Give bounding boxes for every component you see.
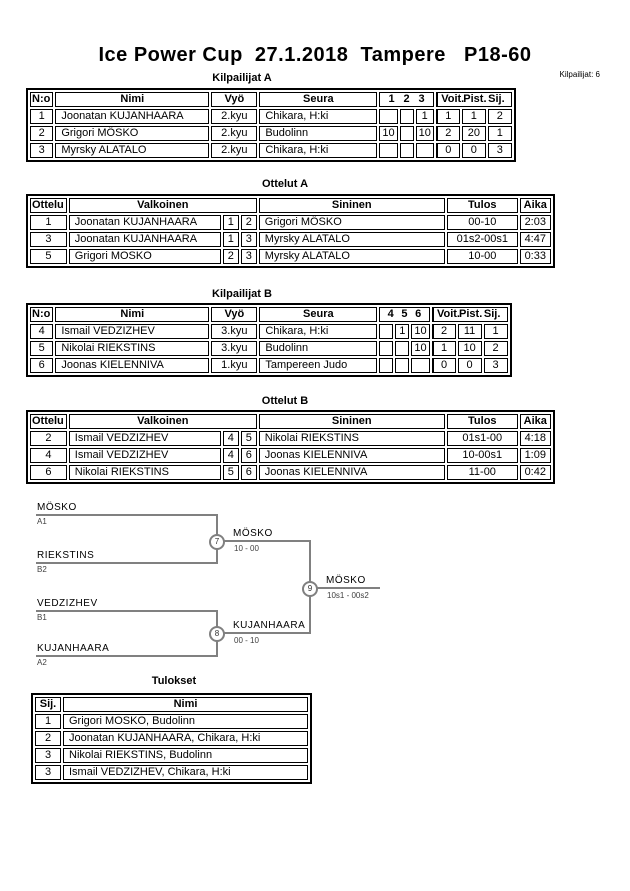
- bracket-slot-seed: A1: [37, 517, 47, 526]
- cell-ottelu: 2: [30, 431, 67, 446]
- col-header-aika: Aika: [520, 414, 551, 429]
- col-header-results-group: [436, 92, 512, 107]
- match-number-circle: 7: [209, 534, 225, 550]
- col-header-sininen: Sininen: [259, 198, 445, 213]
- col-header-tulos: Tulos: [447, 198, 518, 213]
- cell-tulos: 10-00: [447, 249, 518, 264]
- bracket-slot-name: KUJANHAARA: [37, 643, 110, 654]
- cell-m2: 1: [395, 324, 409, 339]
- cell-vyo: 2.kyu: [211, 126, 257, 141]
- col-header-valkoinen: Valkoinen: [69, 198, 257, 213]
- match-col-4: 4: [387, 308, 394, 320]
- cell-aika: 2:03: [520, 215, 551, 230]
- cell-white-no: 4: [223, 448, 239, 463]
- table-row: [35, 748, 308, 763]
- cell-no: 4: [30, 324, 53, 339]
- cell-nimi: Joonatan KUJANHAARA: [55, 109, 209, 124]
- cell-white-no: 5: [223, 465, 239, 480]
- header-row: [30, 198, 551, 213]
- cell-nimi: Ismail VEDZIZHEV: [55, 324, 209, 339]
- col-header-pist: Pist.: [459, 308, 483, 320]
- section-title-tulokset: Tulokset: [151, 675, 197, 687]
- header-row: [30, 414, 551, 429]
- cell-sininen: Joonas KIELENNIVA: [259, 448, 445, 463]
- match-col-2: 2: [403, 93, 410, 105]
- cell-nimi: Ismail VEDZIZHEV, Chikara, H:ki: [63, 765, 308, 780]
- cell-white-no: 1: [223, 232, 239, 247]
- cell-valkoinen: Joonatan KUJANHAARA: [69, 215, 221, 230]
- bracket-line: [36, 655, 218, 657]
- bracket-score: 10 - 00: [234, 544, 259, 553]
- table-row: [30, 431, 551, 446]
- bracket-winner-name: MÖSKO: [326, 575, 366, 586]
- cell-white-no: 4: [223, 431, 239, 446]
- table-row: [30, 341, 508, 356]
- col-header-results-group: [432, 307, 508, 322]
- cell-valkoinen: Ismail VEDZIZHEV: [69, 448, 221, 463]
- cell-m1: [379, 143, 397, 158]
- cell-vyo: 1.kyu: [211, 358, 257, 373]
- match-number-circle: 8: [209, 626, 225, 642]
- cell-pist: 1: [462, 109, 486, 124]
- cell-pist: 0: [462, 143, 486, 158]
- cell-voit: 1: [432, 341, 456, 356]
- cell-m1: 10: [379, 126, 397, 141]
- cell-seura: Chikara, H:ki: [259, 143, 377, 158]
- cell-white-no: 1: [223, 215, 239, 230]
- cell-blue-no: 6: [241, 465, 257, 480]
- cell-no: 6: [30, 358, 53, 373]
- cell-aika: 0:33: [520, 249, 551, 264]
- cell-ottelu: 3: [30, 232, 67, 247]
- cell-pist: 11: [458, 324, 482, 339]
- cell-sij: 2: [488, 109, 512, 124]
- table-row: [30, 249, 551, 264]
- cell-valkoinen: Joonatan KUJANHAARA: [69, 232, 221, 247]
- cell-white-no: 2: [223, 249, 239, 264]
- cell-m3: [416, 143, 434, 158]
- col-header-sij: Sij.: [488, 93, 505, 105]
- cell-blue-no: 5: [241, 431, 257, 446]
- table-row: [30, 109, 512, 124]
- cell-m3: 10: [411, 324, 429, 339]
- cell-sij: 2: [484, 341, 508, 356]
- cell-m1: [379, 358, 393, 373]
- col-header-tulos: Tulos: [447, 414, 518, 429]
- cell-blue-no: 6: [241, 448, 257, 463]
- col-header-seura: Seura: [259, 307, 377, 322]
- cell-seura: Budolinn: [259, 341, 377, 356]
- cell-ottelu: 6: [30, 465, 67, 480]
- bracket-line: [36, 562, 218, 564]
- table-row: [30, 232, 551, 247]
- bracket-line: [36, 610, 218, 612]
- section-title-kilpailijat-a: Kilpailijat A: [212, 72, 272, 84]
- col-header-valkoinen: Valkoinen: [69, 414, 257, 429]
- cell-m1: [379, 341, 393, 356]
- cell-sininen: Myrsky ALATALO: [259, 232, 445, 247]
- table-row: [35, 765, 308, 780]
- cell-blue-no: 3: [241, 249, 257, 264]
- bracket-line: [36, 514, 218, 516]
- cell-seura: Chikara, H:ki: [259, 109, 377, 124]
- col-header-voit: Voit.: [436, 308, 460, 320]
- cell-tulos: 11-00: [447, 465, 518, 480]
- cell-valkoinen: Nikolai RIEKSTINS: [69, 465, 221, 480]
- bracket-slot-name: VEDZIZHEV: [37, 598, 98, 609]
- table-row: [30, 324, 508, 339]
- kilpailijat-a-table: [26, 88, 516, 162]
- col-header-nimi: Nimi: [55, 92, 209, 107]
- cell-m2: [400, 143, 414, 158]
- cell-tulos: 01s1-00: [447, 431, 518, 446]
- cell-m2: [400, 126, 414, 141]
- col-header-aika: Aika: [520, 198, 551, 213]
- cell-tulos: 10-00s1: [447, 448, 518, 463]
- bracket-slot-seed: A2: [37, 658, 47, 667]
- cell-nimi: Nikolai RIEKSTINS: [55, 341, 209, 356]
- cell-sij: 3: [35, 765, 61, 780]
- col-header-sininen: Sininen: [259, 414, 445, 429]
- cell-m3: [411, 358, 429, 373]
- competitors-count: Kilpailijat: 6: [559, 70, 600, 79]
- cell-nimi: Joonatan KUJANHAARA, Chikara, H:ki: [63, 731, 308, 746]
- col-header-seura: Seura: [259, 92, 377, 107]
- cell-sij: 3: [35, 748, 61, 763]
- cell-voit: 2: [436, 126, 460, 141]
- cell-m1: [379, 109, 397, 124]
- bracket-slot-name: MÖSKO: [37, 502, 77, 513]
- table-row: [30, 448, 551, 463]
- cell-ottelu: 1: [30, 215, 67, 230]
- cell-vyo: 3.kyu: [211, 324, 257, 339]
- cell-sij: 1: [488, 126, 512, 141]
- cell-sij: 3: [488, 143, 512, 158]
- cell-aika: 4:18: [520, 431, 551, 446]
- cell-m2: [395, 341, 409, 356]
- cell-nimi: Nikolai RIEKSTINS, Budolinn: [63, 748, 308, 763]
- cell-no: 5: [30, 341, 53, 356]
- cell-pist: 10: [458, 341, 482, 356]
- cell-no: 1: [30, 109, 53, 124]
- match-number-circle: 9: [302, 581, 318, 597]
- cell-nimi: Myrsky ALATALO: [55, 143, 209, 158]
- cell-m3: 10: [411, 341, 429, 356]
- table-row: [35, 731, 308, 746]
- cell-sininen: Myrsky ALATALO: [259, 249, 445, 264]
- section-title-ottelut-a: Ottelut A: [261, 178, 309, 190]
- cell-voit: 0: [432, 358, 456, 373]
- col-header-ottelu: Ottelu: [30, 198, 67, 213]
- kilpailijat-b-table: [26, 303, 512, 377]
- cell-no: 2: [30, 126, 53, 141]
- cell-tulos: 01s2-00s1: [447, 232, 518, 247]
- col-header-no: N:o: [30, 92, 53, 107]
- cell-sininen: Nikolai RIEKSTINS: [259, 431, 445, 446]
- cell-aika: 4:47: [520, 232, 551, 247]
- bracket-slot-name: RIEKSTINS: [37, 550, 95, 561]
- cell-seura: Budolinn: [259, 126, 377, 141]
- match-col-6: 6: [415, 308, 422, 320]
- match-col-1: 1: [388, 93, 395, 105]
- section-title-kilpailijat-b: Kilpailijat B: [212, 288, 272, 300]
- cell-sininen: Grigori MÖSKO: [259, 215, 445, 230]
- table-row: [35, 714, 308, 729]
- cell-blue-no: 2: [241, 215, 257, 230]
- cell-nimi: Joonas KIELENNIVA: [55, 358, 209, 373]
- col-header-matches: [379, 307, 429, 322]
- header-row: [30, 307, 508, 322]
- bracket-winner-name: MÖSKO: [233, 528, 273, 539]
- cell-m3: 10: [416, 126, 434, 141]
- cell-m2: [400, 109, 414, 124]
- col-header-vyo: Vyö: [211, 92, 257, 107]
- col-header-sij: Sij.: [35, 697, 61, 712]
- col-header-pist: Pist.: [463, 93, 487, 105]
- col-header-matches: [379, 92, 434, 107]
- ottelut-a-table: [26, 194, 555, 268]
- col-header-voit: Voit.: [441, 93, 465, 105]
- cell-tulos: 00-10: [447, 215, 518, 230]
- ottelut-b-table: [26, 410, 555, 484]
- cell-voit: 0: [436, 143, 460, 158]
- table-row: [30, 465, 551, 480]
- cell-vyo: 2.kyu: [211, 109, 257, 124]
- cell-sij: 1: [35, 714, 61, 729]
- col-header-ottelu: Ottelu: [30, 414, 67, 429]
- cell-m3: 1: [416, 109, 434, 124]
- cell-ottelu: 5: [30, 249, 67, 264]
- match-col-5: 5: [401, 308, 408, 320]
- cell-aika: 1:09: [520, 448, 551, 463]
- cell-seura: Tampereen Judo: [259, 358, 377, 373]
- cell-aika: 0:42: [520, 465, 551, 480]
- bracket-winner-line: [224, 632, 311, 634]
- bracket-slot-seed: B1: [37, 613, 47, 622]
- cell-vyo: 3.kyu: [211, 341, 257, 356]
- col-header-sij: Sij.: [483, 308, 501, 320]
- bracket-slot-seed: B2: [37, 565, 47, 574]
- header-row: [35, 697, 308, 712]
- tulokset-table: [31, 693, 312, 784]
- cell-vyo: 2.kyu: [211, 143, 257, 158]
- cell-m1: [379, 324, 393, 339]
- cell-sij: 1: [484, 324, 508, 339]
- cell-m2: [395, 358, 409, 373]
- col-header-nimi: Nimi: [55, 307, 209, 322]
- col-header-nimi: Nimi: [63, 697, 308, 712]
- cell-voit: 1: [436, 109, 460, 124]
- cell-no: 3: [30, 143, 53, 158]
- col-header-vyo: Vyö: [211, 307, 257, 322]
- bracket-final-line: [317, 587, 380, 589]
- cell-sij: 3: [484, 358, 508, 373]
- cell-voit: 2: [432, 324, 456, 339]
- cell-ottelu: 4: [30, 448, 67, 463]
- cell-pist: 20: [462, 126, 486, 141]
- cell-valkoinen: Ismail VEDZIZHEV: [69, 431, 221, 446]
- cell-nimi: Grigori MÖSKO: [55, 126, 209, 141]
- table-row: [30, 358, 508, 373]
- table-row: [30, 126, 512, 141]
- cell-seura: Chikara, H:ki: [259, 324, 377, 339]
- cell-valkoinen: Grigori MOSKO: [69, 249, 221, 264]
- section-title-ottelut-b: Ottelut B: [261, 395, 309, 407]
- cell-blue-no: 3: [241, 232, 257, 247]
- page-title: Ice Power Cup 27.1.2018 Tampere P18-60: [98, 44, 532, 66]
- cell-sij: 2: [35, 731, 61, 746]
- header-row: [30, 92, 512, 107]
- bracket-score: 00 - 10: [234, 636, 259, 645]
- bracket-winner-line: [224, 540, 311, 542]
- table-row: [30, 143, 512, 158]
- match-col-3: 3: [418, 93, 425, 105]
- bracket-score: 10s1 - 00s2: [327, 591, 369, 600]
- bracket-winner-name: KUJANHAARA: [233, 620, 306, 631]
- table-row: [30, 215, 551, 230]
- cell-nimi: Grigori MOSKO, Budolinn: [63, 714, 308, 729]
- cell-sininen: Joonas KIELENNIVA: [259, 465, 445, 480]
- cell-pist: 0: [458, 358, 482, 373]
- col-header-no: N:o: [30, 307, 53, 322]
